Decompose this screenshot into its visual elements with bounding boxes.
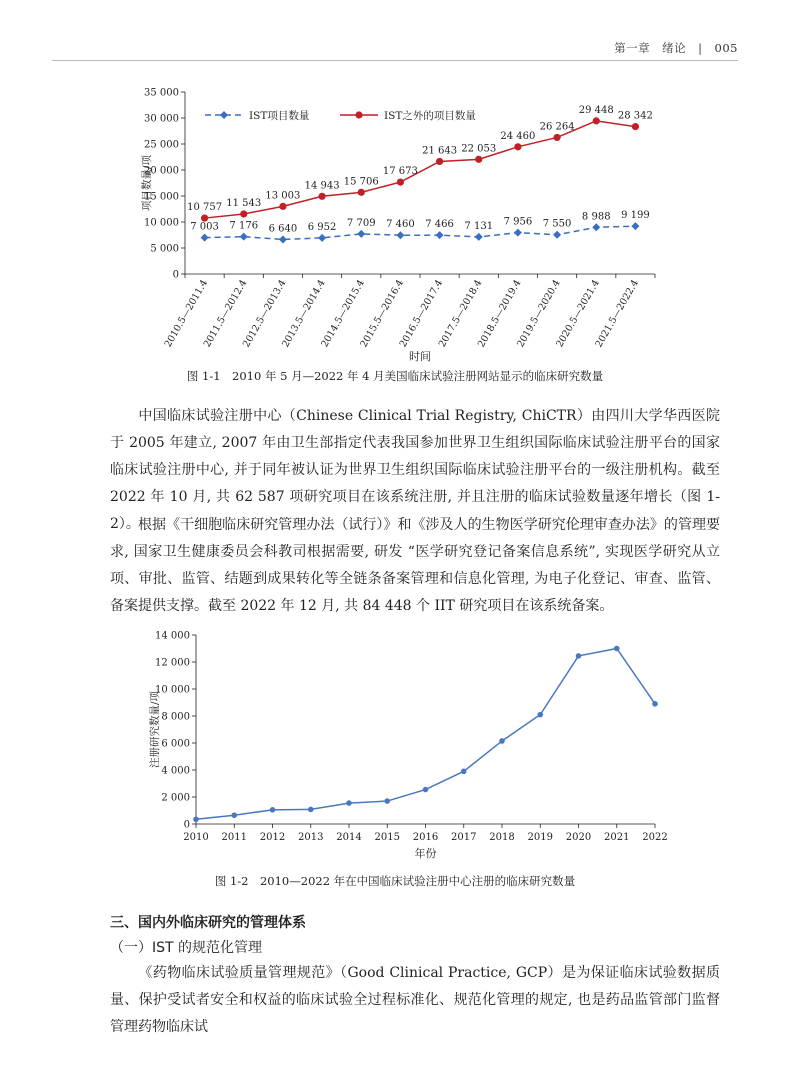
data-point (632, 123, 639, 130)
data-label: 21 643 (422, 145, 458, 157)
data-label: 7 176 (229, 220, 259, 232)
data-point (423, 787, 429, 793)
data-label: 7 003 (190, 221, 219, 233)
data-point (308, 807, 314, 813)
data-point (231, 812, 237, 818)
figure-1-2-chart (0, 625, 790, 865)
data-point (593, 117, 600, 124)
x-tick-label: 2016.5—2017.4 (397, 278, 446, 350)
running-header: 第一章 绪论 | 005 (614, 41, 738, 55)
data-label: 28 342 (617, 110, 653, 122)
x-tick-label: 2016 (412, 832, 439, 843)
data-label: 24 460 (500, 130, 536, 142)
x-tick-label: 2011 (221, 832, 247, 843)
data-label: 14 943 (304, 180, 340, 192)
data-point (514, 143, 521, 150)
data-point (475, 156, 482, 163)
x-tick-label: 2022 (642, 832, 668, 843)
data-label: 7 709 (346, 217, 376, 229)
data-point (201, 214, 208, 221)
x-tick-label: 2019.5—2020.4 (515, 278, 563, 350)
y-axis-label: 注册研究数量/项 (149, 690, 161, 769)
x-tick-label: 2014.5—2015.4 (319, 278, 367, 350)
paragraph-gcp (110, 960, 720, 1041)
data-point (576, 653, 582, 659)
y-tick-label: 35 000 (144, 87, 179, 99)
x-tick-label: 2021.5—2022.4 (593, 278, 642, 350)
y-tick-label: 30 000 (144, 113, 179, 125)
data-point (396, 231, 404, 239)
y-tick-label: 8 000 (161, 711, 190, 723)
data-label: 17 673 (382, 166, 418, 178)
y-tick-label: 4 000 (161, 765, 190, 777)
figure-1-1-caption: 图 1-1 2010 年 5 月—2022 年 4 月美国临床试验注册网站显示的临床研究数量 (186, 369, 604, 383)
data-point (614, 646, 620, 652)
data-label: 9 199 (621, 210, 650, 222)
data-point (270, 807, 276, 813)
x-tick-label: 2013.5—2014.4 (280, 278, 328, 350)
y-tick-label: 10 000 (144, 217, 179, 229)
y-tick-label: 2 000 (161, 792, 190, 804)
x-tick-label: 2017 (451, 832, 477, 843)
data-label: 6 640 (268, 223, 298, 235)
x-tick-label: 2020 (565, 832, 592, 843)
data-point (358, 189, 365, 196)
y-tick-label: 14 000 (155, 630, 190, 642)
data-label: 7 460 (386, 219, 415, 231)
figure-1-2-caption: 图 1-2 2010—2022 年在中国临床试验注册中心注册的临床研究数量 (214, 874, 576, 888)
x-tick-label: 2012.5—2013.4 (240, 278, 289, 350)
data-point (318, 193, 325, 200)
y-tick-label: 15 000 (144, 191, 179, 203)
data-point (514, 229, 522, 237)
data-point (631, 222, 639, 230)
data-point (397, 179, 404, 186)
data-label: 15 706 (343, 176, 379, 188)
y-axis-label: 项目数量/项 (141, 154, 153, 212)
data-label: 8 988 (581, 211, 611, 223)
data-label: 7 466 (425, 219, 454, 231)
x-tick-label: 2017.5—2018.4 (436, 278, 485, 350)
header-rule (52, 60, 738, 61)
legend-marker-ist (220, 111, 228, 119)
y-tick-label: 10 000 (155, 684, 190, 696)
paragraph-registration-system-text: 根据《干细胞临床研究管理办法（试行）》和《涉及人的生物医学研究伦理审查办法》的管理要求, 国家卫生健康委员会科教司根据需要, 研发 “医学研究登记备案信息系统”, 实现医学研究从立项、审批、监管、结题到成果转化等全链条备案管理和信息化管理, 为电子化登记、审查、监管、备案提供支撑。截至 2022 年 12 月, 共 84 448 个 IIT 研究项目在该系统备案。 (110, 517, 720, 614)
data-point (240, 210, 247, 217)
y-tick-label: 0 (172, 269, 179, 281)
subsection-heading: （一）IST 的规范化管理 (110, 940, 263, 956)
x-tick-label: 2014 (336, 832, 362, 843)
data-point (357, 230, 365, 238)
data-point (652, 701, 658, 707)
y-tick-label: 25 000 (144, 139, 179, 151)
x-tick-label: 2013 (298, 832, 324, 843)
x-tick-label: 2015.5—2016.4 (358, 278, 407, 350)
x-tick-label: 2020.5—2021.4 (554, 278, 602, 350)
y-tick-label: 6 000 (161, 738, 190, 750)
series-line-2 (205, 121, 636, 218)
x-axis-label: 时间 (409, 350, 431, 363)
data-point (436, 158, 443, 165)
y-tick-label: 20 000 (144, 165, 179, 177)
paragraph-gcp-text: 《药物临床试验质量管理规范》（Good Clinical Practice, GCP）是为保证临床试验数据质量、保护受试者安全和权益的临床试验全过程标准化、规范化管理的规定, 也是药品监管部门监督管理药物临床试 (110, 965, 720, 1035)
x-tick-label: 2018 (489, 832, 515, 843)
legend-label-ist: IST项目数量 (249, 110, 310, 122)
data-point (537, 712, 543, 718)
data-point (384, 798, 390, 804)
data-label: 29 448 (578, 104, 614, 116)
data-label: 10 757 (187, 202, 223, 214)
data-point (499, 738, 505, 744)
data-point (475, 233, 483, 241)
x-tick-label: 2010 (183, 832, 209, 843)
data-point (318, 234, 326, 242)
data-label: 26 264 (539, 121, 575, 133)
data-label: 11 543 (226, 197, 262, 209)
legend-label-non-ist: IST之外的项目数量 (384, 110, 476, 122)
legend-marker-non-ist (355, 111, 362, 118)
data-point (240, 233, 248, 241)
x-tick-label: 2015 (374, 832, 400, 843)
data-point (346, 800, 352, 806)
x-tick-label: 2018.5—2019.4 (475, 278, 524, 350)
data-label: 7 956 (503, 216, 533, 228)
x-tick-label: 2021 (604, 832, 630, 843)
data-point (553, 231, 561, 239)
paragraph-chictr-text: 中国临床试验注册中心（Chinese Clinical Trial Registry, ChiCTR）由四川大学华西医院于 2005 年建立, 2007 年由卫生部指定代表我国参加世界卫生组织国际临床试验注册平台的国家临床试验注册中心, 并于同年被认证为世界卫生组织国际临床试验注册平台的一级注册机构。截至 2022 年 10 月, 共 62 587 项研究项目在该系统注册, 并且注册的临床试验数量逐年增长（图 1-2）。 (110, 408, 720, 532)
y-tick-label: 5 000 (150, 243, 179, 255)
data-point (279, 203, 286, 210)
data-point (436, 231, 444, 239)
x-tick-label: 2011.5—2012.4 (201, 278, 250, 350)
data-label: 22 053 (461, 143, 497, 155)
data-point (193, 816, 199, 822)
data-label: 13 003 (265, 190, 301, 202)
x-tick-label: 2010.5—2011.4 (162, 278, 211, 350)
data-point (553, 134, 560, 141)
data-point (592, 223, 600, 231)
data-point (279, 235, 287, 243)
section-heading: 三、国内外临床研究的管理体系 (110, 915, 306, 931)
figure-1-1-chart (0, 75, 790, 440)
y-tick-label: 0 (183, 819, 190, 831)
x-axis-label: 年份 (414, 847, 437, 860)
x-tick-label: 2012 (259, 832, 286, 843)
data-label: 7 131 (464, 220, 494, 232)
series-line (196, 649, 655, 820)
y-tick-label: 12 000 (155, 657, 190, 669)
paragraph-registration-system (110, 512, 720, 620)
data-point (201, 234, 209, 242)
x-tick-label: 2019 (527, 832, 553, 843)
data-label: 6 952 (307, 221, 337, 233)
data-label: 7 550 (542, 218, 572, 230)
data-point (461, 769, 467, 775)
